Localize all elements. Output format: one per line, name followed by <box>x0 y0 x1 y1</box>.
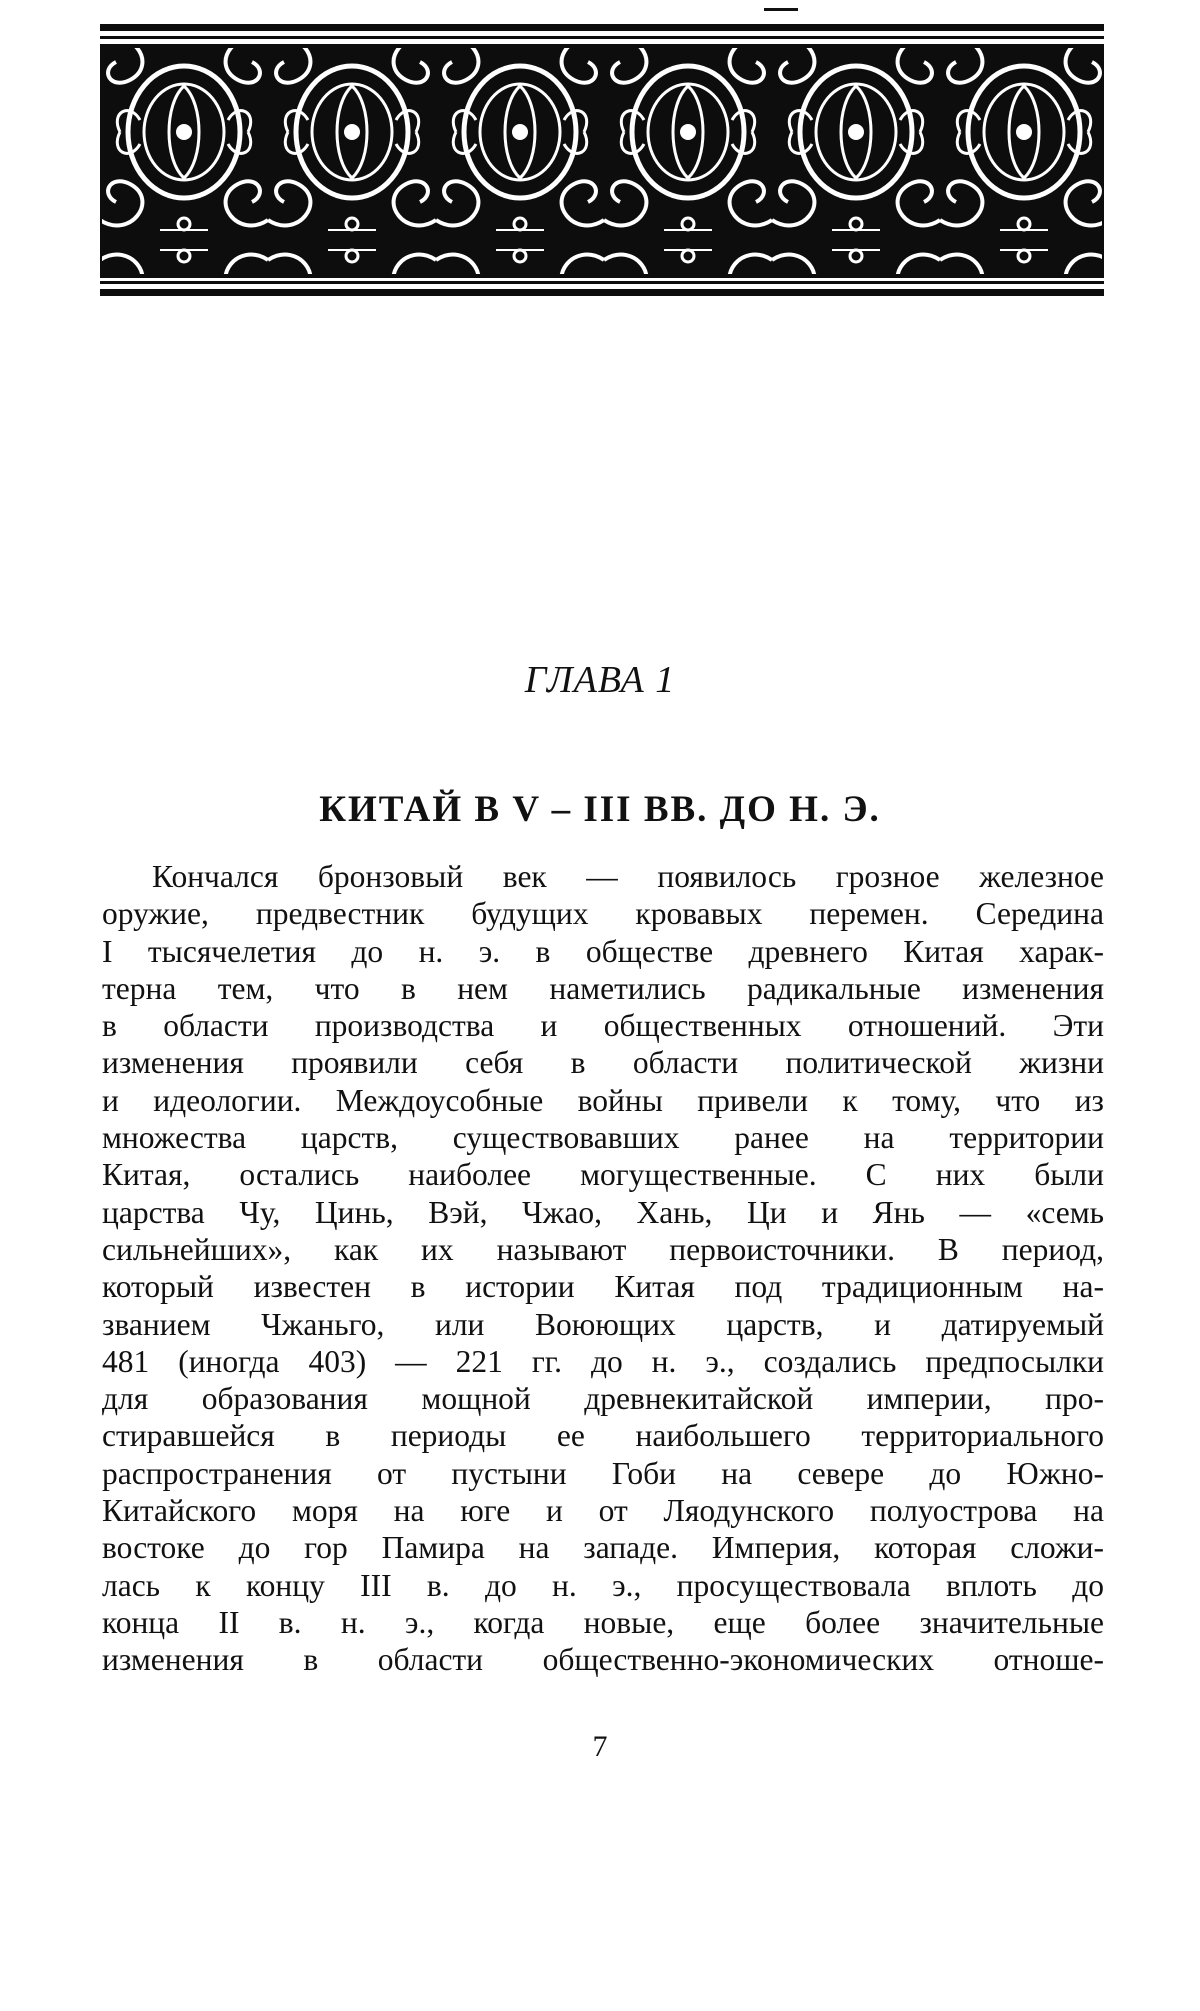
text-line: Кончался бронзовый век — появилось грозное железное <box>152 859 1104 894</box>
text-line: и идеологии. Междоусобные войны привели к тому, что из <box>102 1082 1104 1118</box>
text-line: изменения в области общественно-экономических отноше- <box>102 1642 1104 1678</box>
text-line: оружие, предвестник будущих кровавых перемен. Середина <box>102 896 1104 932</box>
text-line: который известен в истории Китая под традиционным на- <box>102 1269 1104 1305</box>
text-line: 481 (иногда 403) — 221 гг. до н. э., создались предпосылки <box>102 1343 1104 1379</box>
text-line: Китая, остались наиболее могущественные. С них были <box>102 1157 1104 1193</box>
text-line: для образования мощной древнекитайской империи, про- <box>102 1381 1104 1417</box>
text-line: распространения от пустыни Гоби на севере до Южно- <box>102 1455 1104 1491</box>
text-line: лась к концу III в. до н. э., просуществовала вплоть до <box>102 1567 1104 1603</box>
body-text <box>102 858 1104 1679</box>
text-line: в области производства и общественных отношений. Эти <box>102 1008 1104 1044</box>
decorative-ornament-band <box>100 24 1104 296</box>
text-line: изменения проявили себя в области политической жизни <box>102 1045 1104 1081</box>
text-line: множества царств, существовавших ранее на территории <box>102 1120 1104 1156</box>
text-line: сильнейших», как их называют первоисточники. В период, <box>102 1231 1104 1267</box>
page-number: 7 <box>592 1730 608 1763</box>
text-line: I тысячелетия до н. э. в обществе древнего Китая харак- <box>102 933 1104 969</box>
text-line: востоке до гор Памира на западе. Империя, которая сложи- <box>102 1530 1104 1566</box>
chapter-title: КИТАЙ В V – III ВВ. ДО Н. Э. <box>319 789 881 830</box>
text-line: Китайского моря на юге и от Ляодунского полуострова на <box>102 1493 1104 1529</box>
scan-mark <box>764 8 798 11</box>
text-line: царства Чу, Цинь, Вэй, Чжао, Хань, Ци и Янь — «семь <box>102 1194 1104 1230</box>
text-line: стиравшейся в периоды ее наибольшего территориального <box>102 1418 1104 1454</box>
text-line: терна тем, что в нем наметились радикальные изменения <box>102 970 1104 1006</box>
text-line: конца II в. н. э., когда новые, еще более значительные <box>102 1604 1104 1640</box>
text-line: званием Чжаньго, или Воюющих царств, и датируемый <box>102 1306 1104 1342</box>
chapter-label: ГЛАВА 1 <box>524 659 676 701</box>
